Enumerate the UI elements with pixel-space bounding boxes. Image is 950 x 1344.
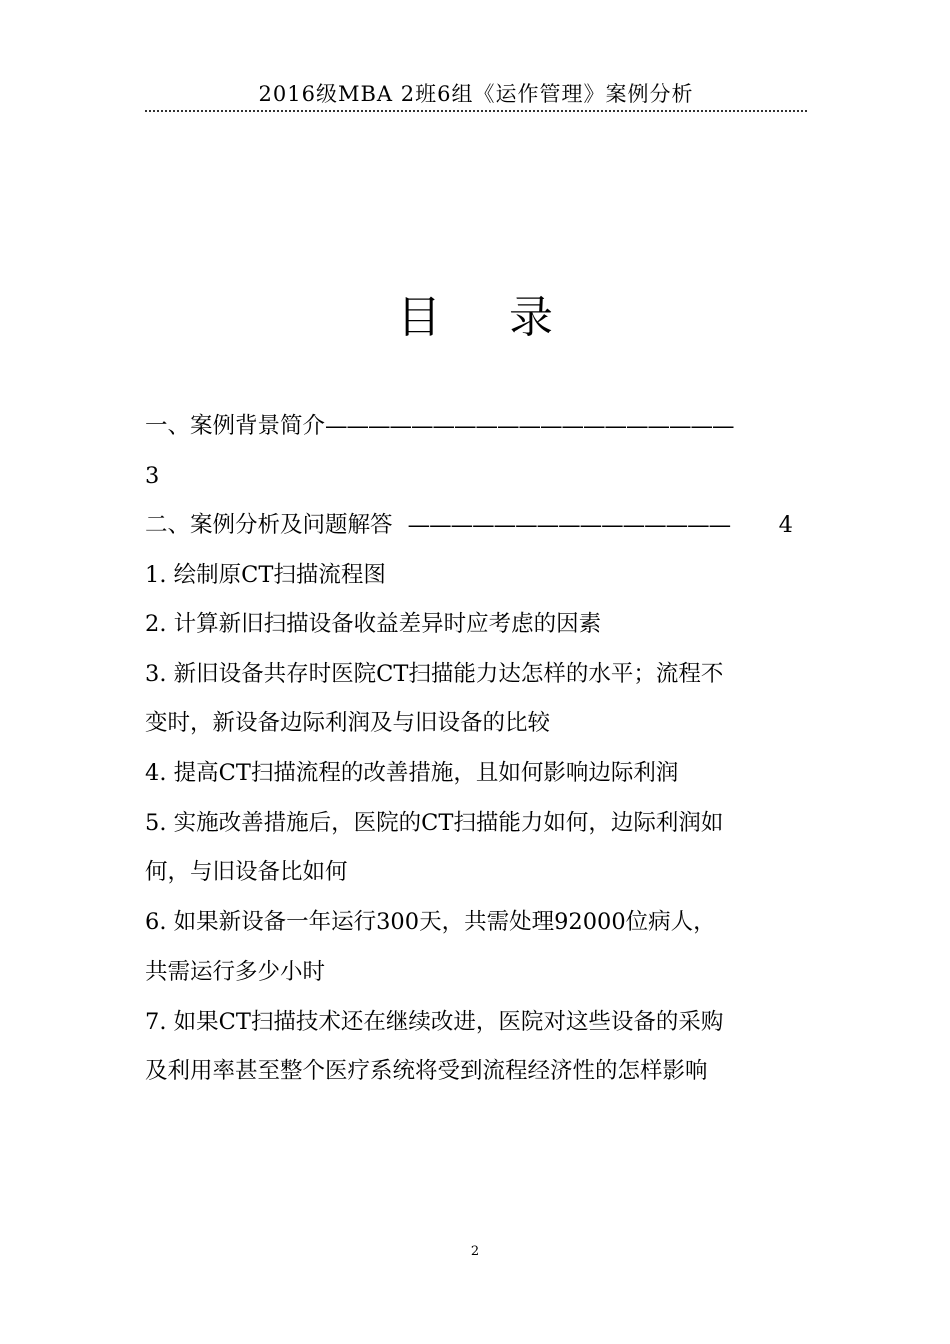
toc-section-1-label: 一、案例背景简介 <box>145 413 326 439</box>
toc-section-1-leader: ——————————————————— <box>325 413 734 439</box>
page-number: 2 <box>470 1244 480 1259</box>
toc-title <box>0 288 950 348</box>
toc-item-7-line-1: 7. 如果CT扫描技术还在继续改进，医院对这些设备的采购 <box>145 1009 724 1035</box>
toc-item-2[interactable] <box>145 608 807 640</box>
toc-title-char-1: 目 <box>397 292 441 343</box>
toc-item-1[interactable] <box>145 559 807 591</box>
toc-item-3-line-2: 变时，新设备边际利润及与旧设备的比较 <box>145 710 551 736</box>
toc-item-6-line-1: 6. 如果新设备一年运行300天，共需处理92000位病人， <box>145 909 716 935</box>
toc-section-2-leader: ——————————————— <box>407 512 731 538</box>
toc-title-char-2: 录 <box>509 292 553 343</box>
toc-item-5-continued[interactable] <box>145 856 807 888</box>
toc-entry-section-2[interactable] <box>145 509 807 541</box>
toc-item-4[interactable] <box>145 757 807 789</box>
toc-item-6[interactable] <box>145 906 807 938</box>
toc-item-4-line-1: 4. 提高CT扫描流程的改善措施，且如何影响边际利润 <box>145 760 679 786</box>
toc-section-1-page-number: 3 <box>145 463 160 489</box>
toc-item-5[interactable] <box>145 807 807 839</box>
toc-item-7-continued[interactable] <box>145 1055 807 1087</box>
toc-section-2-label: 二、案例分析及问题解答 <box>145 512 393 538</box>
toc-item-5-line-2: 何，与旧设备比如何 <box>145 859 348 885</box>
toc-item-3[interactable] <box>145 658 807 690</box>
toc-item-7[interactable] <box>145 1006 807 1038</box>
toc-item-7-line-2: 及利用率甚至整个医疗系统将受到流程经济性的怎样影响 <box>145 1058 708 1084</box>
toc-section-1-page <box>145 460 807 492</box>
toc-item-2-line-1: 2. 计算新旧扫描设备收益差异时应考虑的因素 <box>145 611 602 637</box>
header-dotted-rule <box>145 110 807 112</box>
toc-item-5-line-1: 5. 实施改善措施后，医院的CT扫描能力如何，边际利润如 <box>145 810 724 836</box>
toc-item-6-line-2: 共需运行多少小时 <box>145 959 326 985</box>
toc-entry-section-1[interactable] <box>145 410 807 442</box>
toc-item-1-line-1: 1. 绘制原CT扫描流程图 <box>145 562 386 588</box>
running-header: 2016级MBA 2班6组《运作管理》案例分析 <box>258 82 694 106</box>
toc-item-6-continued[interactable] <box>145 956 807 988</box>
toc-item-3-continued[interactable] <box>145 707 807 739</box>
toc-section-2-page-number: 4 <box>778 512 793 538</box>
toc-item-3-line-1: 3. 新旧设备共存时医院CT扫描能力达怎样的水平；流程不 <box>145 661 724 687</box>
